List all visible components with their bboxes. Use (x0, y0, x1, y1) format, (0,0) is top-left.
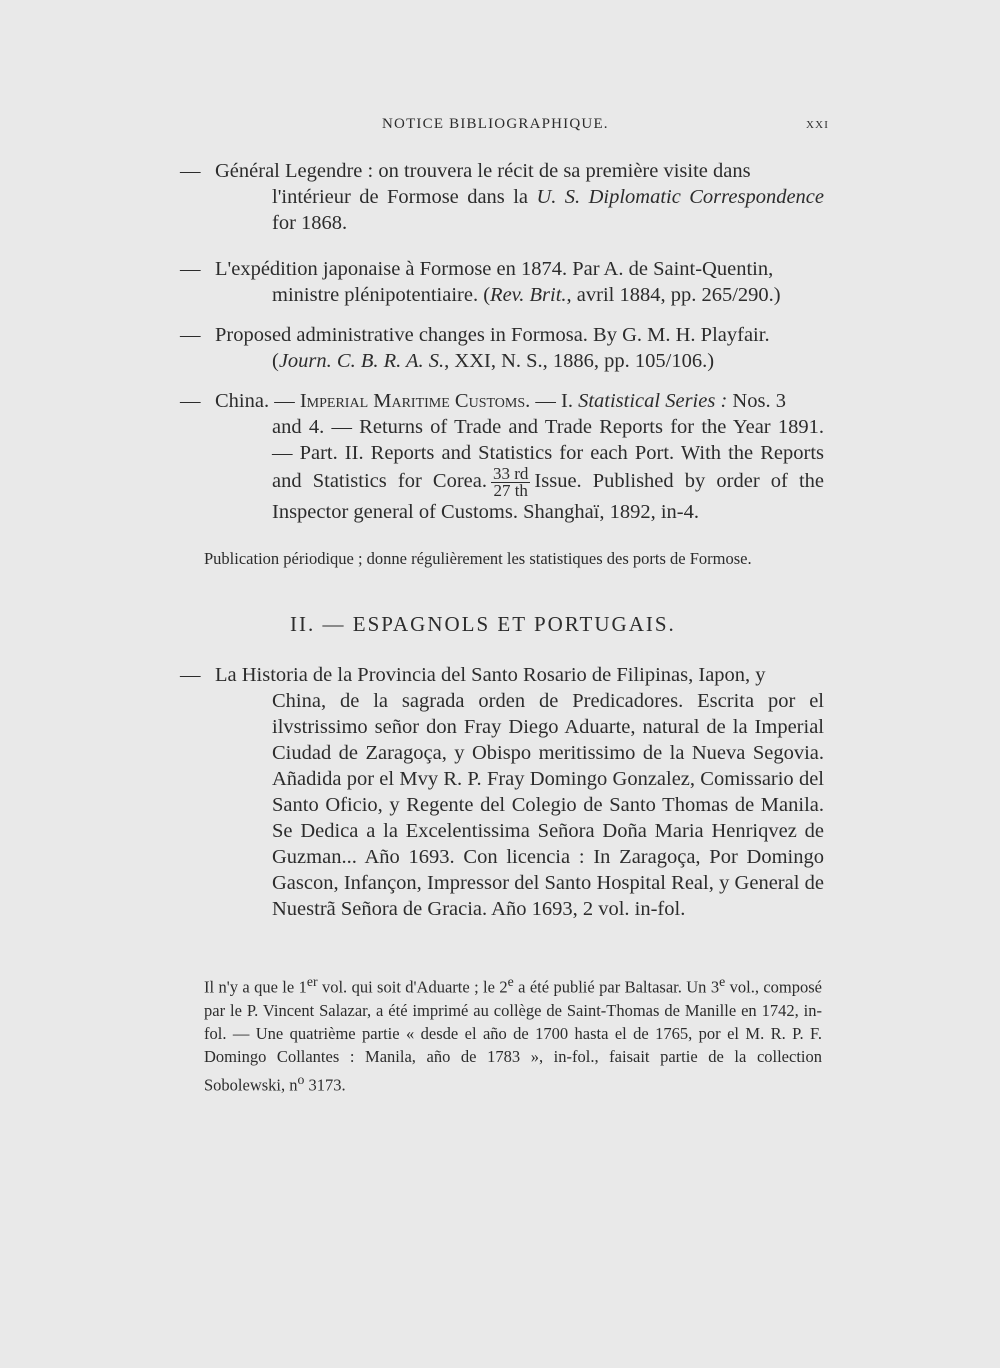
entry-text: , avril 1884, pp. 265/290.) (566, 284, 781, 306)
note-fragment: a été publié par Baltasar. Un 3 (513, 977, 720, 997)
entry-text: and 4. — Returns of Trade and Trade Reports for the Year 1891. — Part. II. Reports and Statistics for each Port. With the Reports and Statistics for Corea. (272, 416, 824, 493)
entry-text: ministre plénipotentiaire. ( (272, 284, 491, 306)
running-title: NOTICE BIBLIOGRAPHIQUE. (382, 116, 609, 132)
fraction-denominator: 27 th (493, 481, 528, 500)
note-text (182, 970, 822, 1096)
entry-italic: U. S. Diplomatic Correspondence (536, 186, 825, 208)
issue-fraction (491, 466, 530, 499)
entry-first-line: La Historia de la Provincia del Santo Rosario de Filipinas, Iapon, y (215, 664, 766, 686)
note-text: Publication périodique ; donne régulièrement les statistiques des ports de Formose. (204, 549, 752, 568)
note-fragment: 3173. (304, 1075, 346, 1094)
entry-dash: — (180, 324, 201, 346)
entry-dash: — (180, 390, 201, 412)
note-china (182, 547, 822, 570)
entry-italic: Rev. Brit. (490, 284, 567, 306)
entry-expedition (180, 256, 824, 308)
page-number: xxi (806, 116, 830, 132)
entry-text: , XXI, N. S., 1886, pp. 105/106.) (444, 350, 715, 372)
entry-first-line: Proposed administrative changes in Formosa. By G. M. H. Playfair. (215, 324, 770, 346)
entry-text: Nos. 3 (727, 390, 786, 412)
entry-china (180, 388, 825, 525)
note-fragment: Il n'y a que le 1 (204, 977, 307, 997)
note-superscript: e (507, 974, 514, 989)
running-head (0, 112, 1000, 136)
note-superscript: er (306, 974, 318, 989)
entry-historia (180, 662, 824, 922)
entry-first-line (215, 388, 824, 414)
entry-text: Issue. Published by order of the Inspector general of Customs. Shanghaï, 1892, in-4. (272, 470, 825, 523)
note-superscript: e (719, 974, 726, 989)
entry-first-line: Général Legendre : on trouvera le récit de sa première visite dans (215, 160, 751, 182)
entry-first-line: L'expédition japonaise à Formose en 1874. Par A. de Saint-Quentin, (215, 258, 774, 280)
entry-dash: — (180, 160, 201, 182)
fraction-numerator: 33 rd (492, 464, 529, 483)
entry-smallcaps: Imperial Maritime Customs (299, 390, 526, 412)
entry-dash: — (180, 258, 201, 280)
note-superscript: o (297, 1071, 305, 1087)
entry-dash: — (180, 664, 201, 686)
entry-text: for 1868. (272, 212, 348, 234)
entry-text: l'intérieur de Formose dans la (272, 186, 537, 208)
note-fragment: vol., composé par le P. Vincent Salazar, a été imprimé au collège de Saint-Thomas de Manille en 1742, in-fol. — Une quatrième partie « desde el año de 1700 hasta el de 1765, por el M. R. P. F. Domingo Collantes : Manila, año de 1783 », in-fol., faisait partie de la collection Sobolewski, n (204, 977, 822, 1094)
entry-italic: Statistical Series : (578, 390, 728, 412)
note-fragment: vol. qui soit d'Aduarte ; le 2 (317, 977, 508, 997)
entry-italic: Journ. C. B. R. A. S. (278, 350, 445, 372)
section-heading-text: II. — ESPAGNOLS ET PORTUGAIS. (290, 612, 676, 636)
entry-proposed (180, 322, 824, 374)
note-historia (182, 970, 822, 1096)
entry-text: ( (272, 350, 279, 372)
entry-text: China. — (215, 390, 300, 412)
entry-legendre (180, 158, 825, 236)
entry-text: . — I. (525, 390, 579, 412)
entry-text: China, de la sagrada orden de Predicadores. Escrita por el ilvstrissimo señor don Fray Diego Aduarte, natural de la Imperial Ciudad de Zaragoça, y Obispo meritissimo de la Nueva Segovia. Añadida por el Mvy R. P. Fray Domingo Gonzalez, Comissario del Santo Oficio, y Regente del Colegio de Santo Thomas de Manila. Se Dedica a la Excelentissima Señora Doña Maria Henriqvez de Guzman... Año 1693. Con licencia : In Zaragoça, Por Domingo Gascon, Infançon, Impressor del Santo Hospital Real, y General de Nuestrã Señora de Gracia. Año 1693, 2 vol. in-fol. (272, 690, 824, 920)
